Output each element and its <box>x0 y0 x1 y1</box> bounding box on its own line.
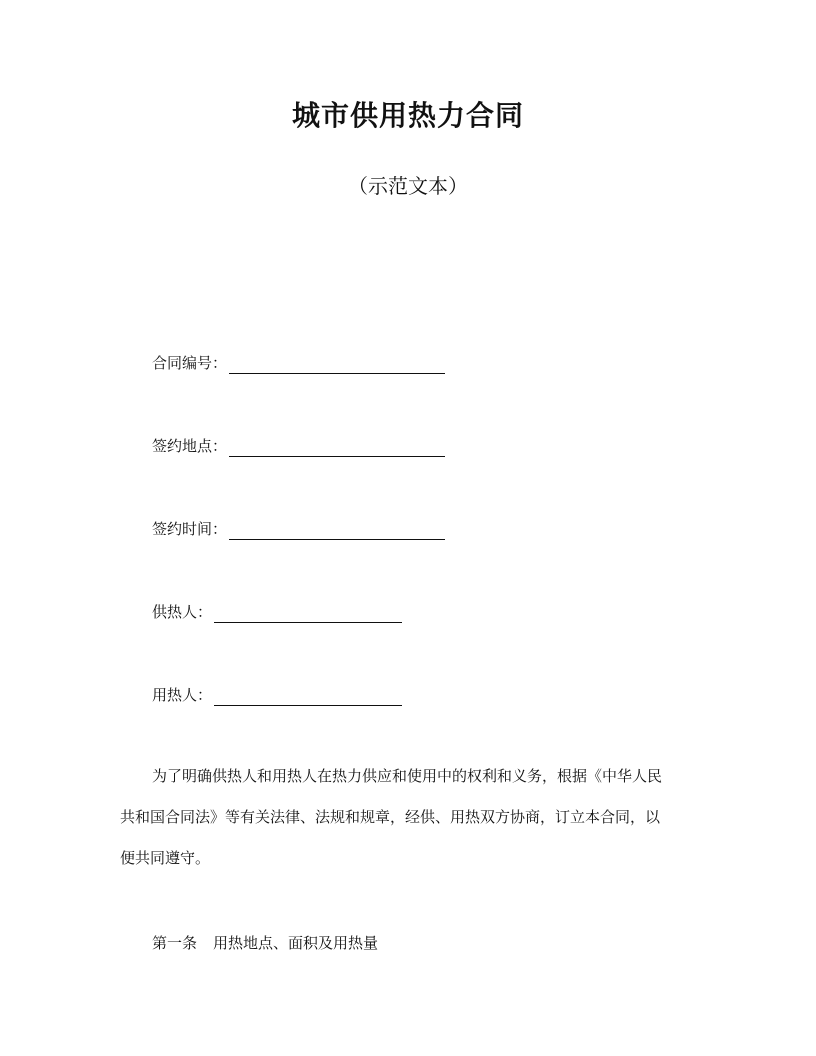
preamble-line: 共和国合同法》等有关法律、法规和规章，经供、用热双方协商，订立本合同，以 <box>120 808 661 826</box>
heat-user-blank[interactable] <box>214 687 402 706</box>
field-label: 供热人： <box>152 603 213 621</box>
preamble-paragraph <box>120 756 700 879</box>
article-title: 用热地点、面积及用热量 <box>213 934 379 952</box>
field-heat-user <box>152 684 402 706</box>
contract-number-blank[interactable] <box>229 355 445 374</box>
field-label: 签约地点： <box>152 437 228 455</box>
heat-supplier-blank[interactable] <box>214 604 402 623</box>
field-heat-supplier <box>152 601 402 623</box>
field-label: 合同编号： <box>152 354 228 372</box>
article-heading <box>152 932 378 954</box>
field-label: 用热人： <box>152 686 213 704</box>
field-signing-place <box>152 435 445 457</box>
document-subtitle: （示范文本） <box>348 174 468 198</box>
field-contract-number <box>152 352 445 374</box>
signing-time-blank[interactable] <box>229 521 445 540</box>
article-number: 第一条 <box>152 934 198 952</box>
field-signing-time <box>152 518 445 540</box>
preamble-line: 便共同遵守。 <box>120 849 211 867</box>
document-title: 城市供用热力合同 <box>291 99 524 132</box>
signing-place-blank[interactable] <box>229 438 445 457</box>
field-label: 签约时间： <box>152 520 228 538</box>
preamble-line: 为了明确供热人和用热人在热力供应和使用中的权利和义务，根据《中华人民 <box>152 767 663 785</box>
